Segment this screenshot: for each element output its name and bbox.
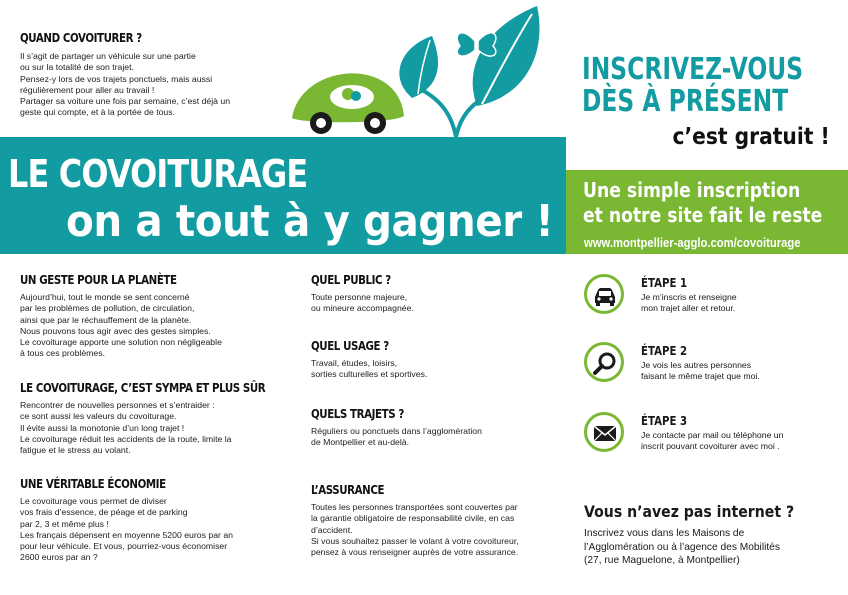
section-title: UN GESTE POUR LA PLANÈTE <box>20 272 177 287</box>
section-text: Aujourd’hui, tout le monde se sent concerné par les problèmes de pollution, de circulation, ainsi que par le réchauffement de la planète. Nous pouvons tous agir avec des gestes simples. Le covoiturage apporte une solution non négligeable à tous ces problèmes. <box>20 292 222 359</box>
no-internet-text: Inscrivez vous dans les Maisons de l’Agglomération ou à l’agence des Mobilités (27, rue Maguelone, à Montpellier) <box>584 528 780 566</box>
section-title: QUEL USAGE ? <box>311 338 389 353</box>
section-planete <box>20 272 285 380</box>
section-title: LE COVOITURAGE, C’EST SYMPA ET PLUS SÛR <box>20 380 266 395</box>
section-public <box>311 272 561 338</box>
car-leaf-illustration <box>292 6 562 138</box>
left-column <box>20 272 285 564</box>
step-text: Je m’inscris et renseigne mon trajet aller et retour. <box>641 292 737 314</box>
intro-section <box>20 30 270 119</box>
section-sympa <box>20 380 285 476</box>
section-text: Réguliers ou ponctuels dans l’agglomération de Montpellier et au-delà. <box>311 426 482 448</box>
envelope-icon <box>592 420 618 446</box>
cta-free: c’est gratuit ! <box>672 124 830 150</box>
intro-title: QUAND COVOITURER ? <box>20 30 142 45</box>
section-assurance <box>311 482 561 558</box>
butterfly-icon <box>457 33 496 56</box>
section-title: L’ASSURANCE <box>311 482 385 497</box>
cta-line2: DÈS À PRÉSENT <box>582 84 789 119</box>
step-title: ÉTAPE 1 <box>641 276 688 290</box>
section-text: Travail, études, loisirs, sorties culturelles et sportives. <box>311 358 428 380</box>
section-title: UNE VÉRITABLE ÉCONOMIE <box>20 476 166 491</box>
green-line1: Une simple inscription <box>583 178 801 202</box>
magnifier-icon <box>592 350 618 376</box>
section-title: QUELS TRAJETS ? <box>311 406 404 421</box>
section-text: Toute personne majeure, ou mineure accompagnée. <box>311 292 414 314</box>
step-text: Je vois les autres personnes faisant le même trajet que moi. <box>641 360 760 382</box>
banner-title: LE COVOITURAGE <box>8 152 308 196</box>
car-icon <box>592 282 618 308</box>
green-line2: et notre site fait le reste <box>583 203 823 227</box>
step-title: ÉTAPE 3 <box>641 414 688 428</box>
section-text: Toutes les personnes transportées sont couvertes par la garantie obligatoire de responsabilité civile, en cas d’accident. Si vous souhaitez passer le volant à votre covoitureur, pensez à vous renseigner auprès de votre assurance. <box>311 502 519 558</box>
middle-column <box>311 272 561 558</box>
intro-text: Il s’agit de partager un véhicule sur une partie ou sur la totalité de son trajet. Pensez-y lors de vos trajets ponctuels, mais aussi régulièrement pour aller au travail ! Partager sa voiture une fois par semaine, c’est déjà un geste qui compte, et à la portée de tous. <box>20 51 231 118</box>
section-usage <box>311 338 561 406</box>
cta-heading <box>582 54 803 118</box>
section-economie <box>20 476 285 564</box>
leaf-large <box>473 6 540 106</box>
section-text: Rencontrer de nouvelles personnes et s’entraider : ce sont aussi les valeurs du covoiturage. Il évite aussi la monotonie d’un long trajet ! Le covoiturage réduit les accidents de la route, limite la fatigue et le stress au volant. <box>20 400 232 456</box>
no-internet-title: Vous n’avez pas internet ? <box>584 502 795 521</box>
section-title: QUEL PUBLIC ? <box>311 272 391 287</box>
cta-line1: INSCRIVEZ-VOUS <box>582 52 804 87</box>
banner-slogan: on a tout à y gagner ! <box>66 196 554 247</box>
step-text: Je contacte par mail ou téléphone un inscrit pouvant covoiturer avec moi . <box>641 430 784 452</box>
green-banner-text <box>583 178 822 228</box>
website-link[interactable]: www.montpellier-agglo.com/covoiturage <box>584 236 801 250</box>
driver-head <box>351 91 361 101</box>
step-title: ÉTAPE 2 <box>641 344 688 358</box>
section-text: Le covoiturage vous permet de diviser vos frais d’essence, de péage et de parking par 2, 3 et même plus ! Les français dépensent en moyenne 5200 euros par an pour leur véhicule. Et vous, pourriez-vous économiser 2600 euros par an ? <box>20 496 233 563</box>
stem-left <box>422 90 456 137</box>
section-trajets <box>311 406 561 482</box>
